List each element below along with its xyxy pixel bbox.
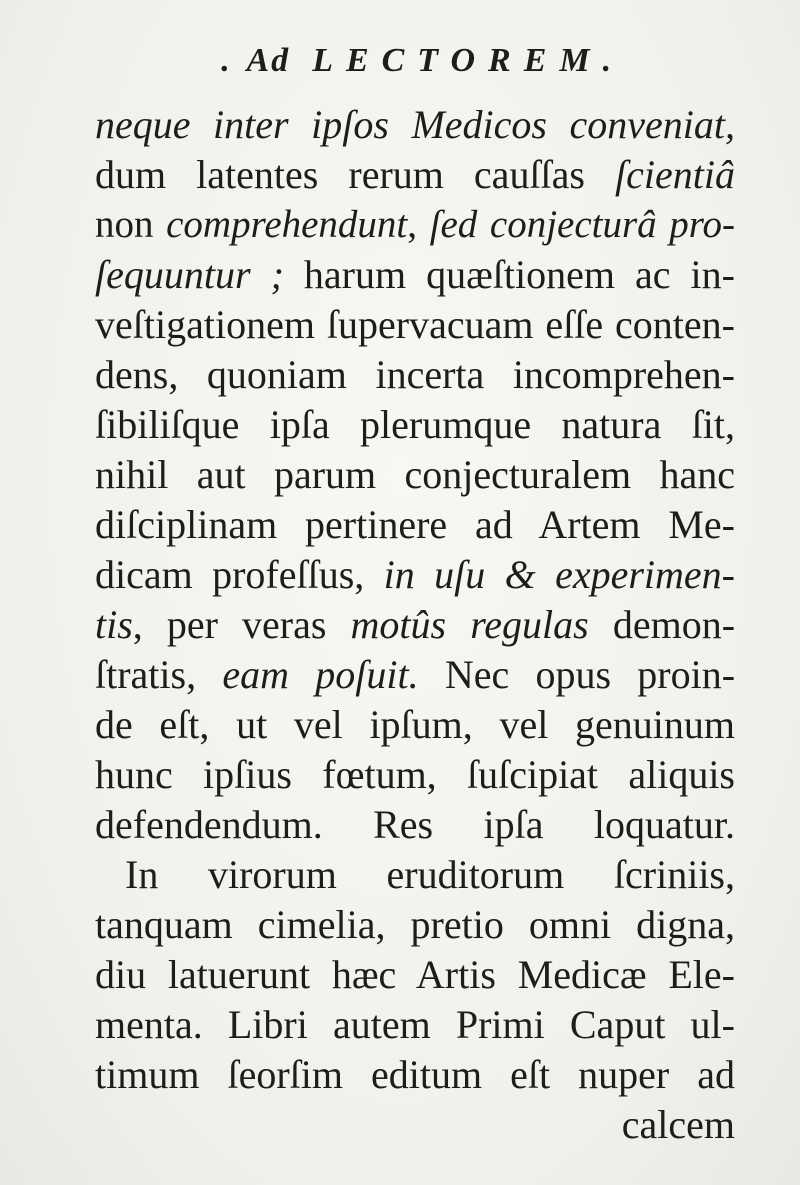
text-line xyxy=(95,300,735,350)
text-run: timum ſeorſim editum eſt nuper ad xyxy=(95,1052,735,1097)
text-run: de eſt, ut vel ipſum, vel genuinum xyxy=(95,702,735,747)
text-run: dicam profeſſus, xyxy=(95,552,384,597)
text-line xyxy=(95,900,735,950)
text-line xyxy=(95,200,735,250)
text-run: dens, quoniam incerta incomprehen- xyxy=(95,352,735,397)
text-run: tanquam cimelia, pretio omni digna, xyxy=(95,902,735,947)
text-line xyxy=(95,350,735,400)
italic-text-run: ſequuntur ; xyxy=(95,252,284,297)
italic-text-run: motûs regulas xyxy=(350,602,589,647)
italic-text-run: tis xyxy=(95,602,133,647)
text-run: calcem xyxy=(621,1102,735,1147)
running-header xyxy=(220,42,640,80)
text-line xyxy=(95,150,735,200)
text-line xyxy=(95,600,735,650)
text-run: ſtratis, xyxy=(95,652,223,697)
text-line xyxy=(95,750,735,800)
header-dot: . xyxy=(220,42,229,79)
italic-text-run: ſcientiâ xyxy=(615,152,735,197)
italic-text-run: ſed conjecturâ pro- xyxy=(429,203,735,246)
text-line xyxy=(95,1000,735,1050)
text-run: dum latentes rerum cauſſas xyxy=(95,152,616,197)
text-run: defendendum. Res ipſa loquatur. xyxy=(95,802,735,847)
text-run: In virorum eruditorum ſcriniis, xyxy=(125,852,735,897)
header-ad: Ad xyxy=(246,42,291,79)
italic-text-run: eam poſuit. xyxy=(222,652,419,697)
text-line xyxy=(95,850,735,900)
text-line xyxy=(95,250,735,300)
text-run: , xyxy=(407,203,430,246)
text-run: veſtigationem ſupervacuam eſſe conten- xyxy=(95,302,735,347)
text-line xyxy=(95,550,735,600)
page-body-text xyxy=(95,100,735,1150)
text-line xyxy=(95,450,735,500)
text-line xyxy=(95,1050,735,1100)
text-line xyxy=(95,950,735,1000)
text-line xyxy=(95,100,735,150)
text-run: Nec opus proin- xyxy=(418,652,736,697)
text-line xyxy=(95,400,735,450)
italic-text-run: neque inter ipſos Medicos conveniat, xyxy=(95,102,735,147)
text-run: ſibiliſque ipſa plerumque natura ſit, xyxy=(95,402,735,447)
text-run: demon- xyxy=(588,602,736,647)
header-lectorem: LECTOREM. xyxy=(312,42,625,79)
text-run: harum quæſtionem ac in- xyxy=(283,252,735,297)
text-run: non xyxy=(95,203,167,246)
text-line xyxy=(95,700,735,750)
text-run: diu latuerunt hæc Artis Medicæ Ele- xyxy=(95,952,735,997)
text-line xyxy=(95,800,735,850)
text-line xyxy=(95,650,735,700)
text-run: nihil aut parum conjecturalem hanc xyxy=(95,452,735,497)
text-run: diſciplinam pertinere ad Artem Me- xyxy=(95,502,735,547)
text-run: menta. Libri autem Primi Caput ul- xyxy=(95,1002,735,1047)
text-run: , per veras xyxy=(132,602,351,647)
italic-text-run: in uſu & experimen- xyxy=(383,552,735,597)
text-line xyxy=(95,500,735,550)
text-run: hunc ipſius fœtum, ſuſcipiat aliquis xyxy=(95,752,735,797)
italic-text-run: comprehendunt xyxy=(166,203,408,246)
text-line xyxy=(95,1100,735,1150)
